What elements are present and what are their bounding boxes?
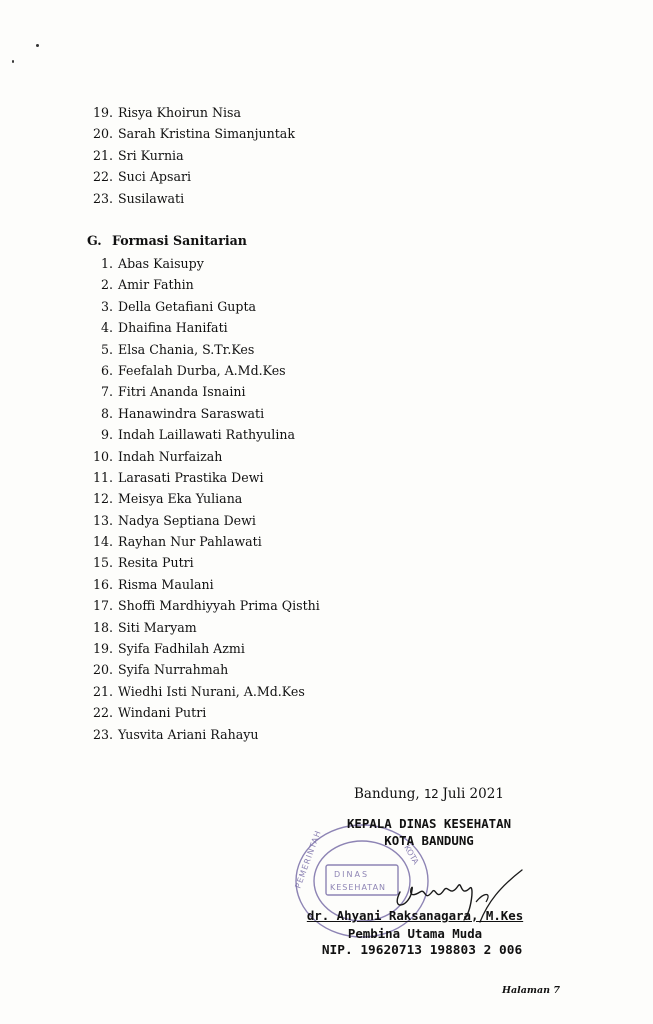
place: Bandung, <box>354 786 420 802</box>
list-item-number: 22. <box>92 705 113 721</box>
list-item-number: 10. <box>92 448 113 464</box>
list-item-number: 20. <box>92 126 113 142</box>
list-item <box>90 702 320 723</box>
list-item-name: Resita Putri <box>118 555 194 571</box>
list-item <box>90 274 320 295</box>
svg-text:DINAS: DINAS <box>334 870 370 879</box>
list-item-number: 16. <box>92 576 113 592</box>
list-item <box>90 102 295 123</box>
list-item <box>90 552 320 573</box>
list-item-name: Syifa Fadhilah Azmi <box>118 641 245 657</box>
list-item <box>90 145 295 166</box>
list-item-name: Dhaifina Hanifati <box>118 320 228 336</box>
list-item <box>90 681 320 702</box>
list-item-name: Indah Nurfaizah <box>118 448 223 464</box>
list-item <box>90 381 320 402</box>
list-item-name: Sri Kurnia <box>118 147 184 163</box>
list-item-name: Elsa Chania, S.Tr.Kes <box>118 341 255 357</box>
list-item-number: 22. <box>92 169 113 185</box>
date-month-year: Juli 2021 <box>442 786 504 802</box>
list-item <box>90 638 320 659</box>
list-item-number: 19. <box>92 105 113 120</box>
list-item <box>90 403 320 424</box>
list-item <box>90 574 320 595</box>
list-item <box>90 317 320 338</box>
list-item-number: 5. <box>100 341 113 357</box>
list-item-number: 8. <box>100 405 113 421</box>
list-item <box>90 123 295 144</box>
list-item-name: Feefalah Durba, A.Md.Kes <box>118 362 286 378</box>
list-item-name: Larasati Prastika Dewi <box>118 469 264 485</box>
list-item-name: Risya Khoirun Nisa <box>118 105 241 120</box>
scan-speck <box>12 60 14 63</box>
name-list-sanitarian <box>90 253 320 745</box>
list-item-name: Hanawindra Saraswati <box>118 405 265 421</box>
date-day: 12 <box>423 787 439 801</box>
list-item <box>90 339 320 360</box>
list-item-number: 15. <box>92 555 113 571</box>
list-item-name: Fitri Ananda Isnaini <box>118 384 246 400</box>
list-item-number: 9. <box>100 427 113 443</box>
list-item-number: 3. <box>100 298 113 314</box>
list-item <box>90 253 320 274</box>
list-item-number: 1. <box>100 256 113 271</box>
list-item <box>90 659 320 680</box>
list-item-number: 21. <box>92 147 113 163</box>
list-item <box>90 446 320 467</box>
signatory-name: dr. Ahyani Raksanagara, M.Kes <box>306 908 524 923</box>
page-number: Halaman 7 <box>502 985 560 996</box>
svg-text:PEMERINTAH: PEMERINTAH <box>293 828 323 890</box>
list-item <box>90 360 320 381</box>
list-item-name: Siti Maryam <box>118 619 197 635</box>
list-item <box>90 595 320 616</box>
section-heading <box>87 233 247 248</box>
list-item <box>90 488 320 509</box>
list-item <box>90 296 320 317</box>
list-item-number: 6. <box>100 362 113 378</box>
list-item-name: Abas Kaisupy <box>118 256 204 271</box>
list-item-name: Amir Fathin <box>118 277 194 293</box>
list-item <box>90 424 320 445</box>
list-item-name: Rayhan Nur Pahlawati <box>118 534 262 550</box>
signatory-title-line2: KOTA BANDUNG <box>384 833 474 848</box>
name-list-continued <box>90 102 295 209</box>
list-item-name: Nadya Septiana Dewi <box>118 512 256 528</box>
list-item-name: Della Getafiani Gupta <box>118 298 257 314</box>
list-item-name: Yusvita Ariani Rahayu <box>118 726 259 742</box>
list-item <box>90 166 295 187</box>
list-item-number: 17. <box>92 598 113 614</box>
list-item-number: 12. <box>92 491 113 507</box>
list-item-name: Syifa Nurrahmah <box>118 662 229 678</box>
list-item-number: 19. <box>92 641 113 657</box>
list-item-number: 18. <box>92 619 113 635</box>
svg-text:KOTA: KOTA <box>402 843 421 867</box>
list-item <box>90 531 320 552</box>
list-item-number: 13. <box>92 512 113 528</box>
list-item <box>90 510 320 531</box>
list-item-number: 21. <box>92 683 113 699</box>
list-item-name: Susilawati <box>118 190 185 206</box>
list-item-number: 2. <box>100 277 113 293</box>
list-item-name: Meisya Eka Yuliana <box>118 491 243 507</box>
list-item-number: 11. <box>92 469 113 485</box>
list-item <box>90 188 295 209</box>
list-item <box>90 617 320 638</box>
list-item-name: Windani Putri <box>118 705 207 721</box>
list-item-name: Indah Laillawati Rathyulina <box>118 427 295 443</box>
list-item-number: 7. <box>100 384 113 400</box>
section-letter: G. <box>87 233 102 248</box>
list-item-number: 14. <box>92 534 113 550</box>
signatory-rank: Pembina Utama Muda <box>347 926 483 941</box>
signatory-title-line1: KEPALA DINAS KESEHATAN <box>346 816 512 831</box>
list-item <box>90 467 320 488</box>
place-date <box>354 786 504 802</box>
list-item-name: Wiedhi Isti Nurani, A.Md.Kes <box>118 683 305 699</box>
list-item-number: 23. <box>92 190 113 206</box>
section-title: Formasi Sanitarian <box>112 233 247 248</box>
list-item-name: Sarah Kristina Simanjuntak <box>118 126 295 142</box>
scan-speck <box>36 44 39 47</box>
list-item-name: Suci Apsari <box>118 169 191 185</box>
list-item-number: 20. <box>92 662 113 678</box>
signatory-nip: NIP. 19620713 198803 2 006 <box>321 943 523 958</box>
list-item <box>90 724 320 745</box>
list-item-number: 23. <box>92 726 113 742</box>
list-item-number: 4. <box>100 320 113 336</box>
svg-text:KESEHATAN: KESEHATAN <box>330 883 387 892</box>
list-item-name: Shoffi Mardhiyyah Prima Qisthi <box>118 598 320 614</box>
list-item-name: Risma Maulani <box>118 576 214 592</box>
